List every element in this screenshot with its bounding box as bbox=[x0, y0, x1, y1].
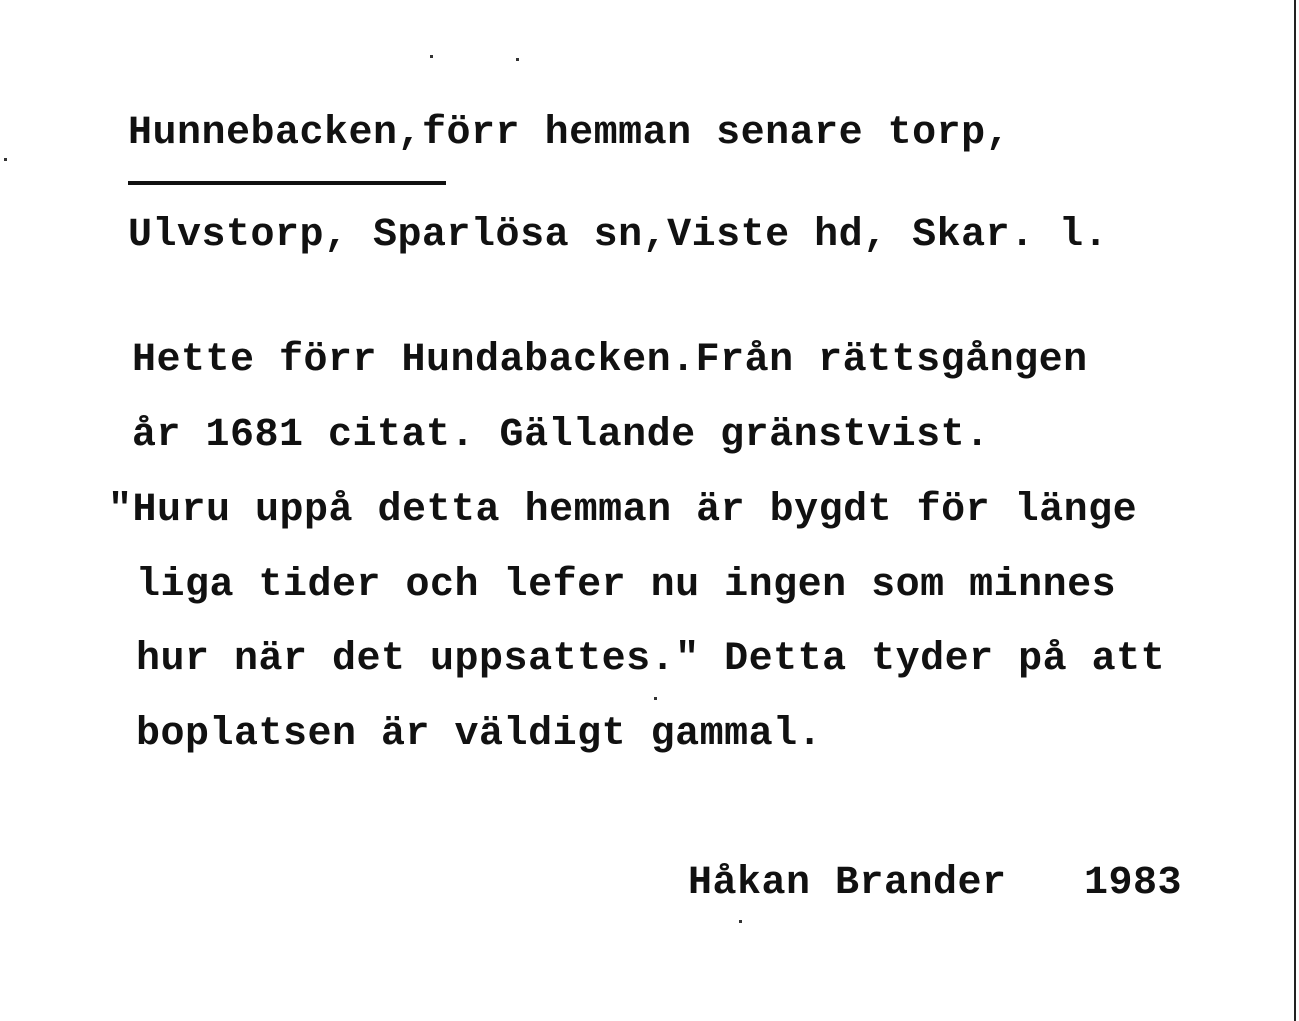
body-line-3: "Huru uppå detta hemman är bygdt för länge bbox=[108, 488, 1138, 533]
signature-author: Håkan Brander bbox=[688, 861, 1007, 906]
paper-speck bbox=[4, 158, 7, 161]
card-edge-line bbox=[1294, 0, 1296, 1021]
body-line-2: år 1681 citat. Gällande gränstvist. bbox=[132, 413, 990, 458]
card-location: Ulvstorp, Sparlösa sn,Viste hd, Skar. l. bbox=[128, 213, 1109, 258]
paper-speck bbox=[739, 920, 742, 923]
body-line-4: liga tider och lefer nu ingen som minnes bbox=[136, 563, 1117, 608]
paper-speck bbox=[430, 55, 433, 58]
paper-speck bbox=[654, 697, 657, 700]
body-line-5: hur när det uppsattes." Detta tyder på att bbox=[136, 637, 1166, 682]
body-line-1: Hette förr Hundabacken.Från rättsgången bbox=[132, 338, 1088, 383]
signature-year: 1983 bbox=[1084, 861, 1183, 906]
body-line-6: boplatsen är väldigt gammal. bbox=[136, 712, 823, 757]
paper-speck bbox=[516, 58, 519, 61]
card-heading: Hunnebacken,förr hemman senare torp, bbox=[128, 111, 1011, 156]
heading-underline bbox=[128, 181, 446, 185]
